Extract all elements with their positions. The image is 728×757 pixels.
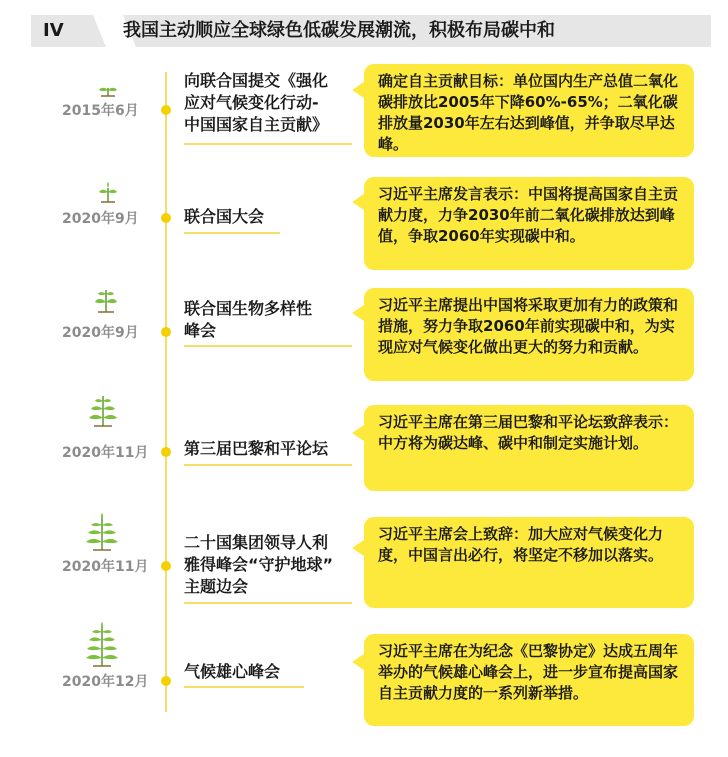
event-date: 2015年6月: [62, 103, 139, 119]
seedling-icon: [92, 284, 120, 314]
growing-plant-icon: [84, 512, 120, 552]
section-header: [31, 15, 711, 47]
event-title: 第三届巴黎和平论坛: [184, 439, 329, 458]
callout-pointer: [352, 305, 364, 321]
sprout-icon: [96, 80, 120, 98]
event-title: 向联合国提交《强化 应对气候变化行动- 中国国家自主贡献》: [184, 71, 329, 134]
event-title: 联合国生物多样性 峰会: [184, 299, 313, 340]
event-description: 习近平主席在为纪念《巴黎协定》达成五周年举办的气候雄心峰会上，进一步宣布提高国家自主贡献力度的一系列新举措。: [364, 634, 694, 726]
timeline-dot: [161, 327, 171, 337]
timeline-dot: [161, 213, 171, 223]
event-description: 习近平主席发言表示：中国将提高国家自主贡献力度，力争2030年前二氧化碳排放达到峰值，争取2060年实现碳中和。: [364, 177, 694, 270]
timeline-dot: [161, 447, 171, 457]
event-date: 2020年12月: [62, 674, 149, 690]
event-description: 确定自主贡献目标：单位国内生产总值二氧化碳排放比2005年下降60%-65%；二氧化碳排放量2030年左右达到峰值，并争取尽早达峰。: [364, 64, 694, 157]
timeline-dot: [161, 561, 171, 571]
event-date: 2020年11月: [62, 445, 149, 461]
timeline-dot: [161, 105, 171, 115]
event-date: 2020年9月: [62, 325, 139, 341]
event-description: 习近平主席提出中国将采取更加有力的政策和措施，努力争取2060年前实现碳中和，为实现应对气候变化做出更大的努力和贡献。: [364, 288, 694, 381]
event-title: 二十国集团领导人利 雅得峰会“守护地球” 主题边会: [184, 533, 334, 596]
event-description: 习近平主席在第三届巴黎和平论坛致辞表示：中方将为碳达峰、碳中和制定实施计划。: [364, 405, 694, 491]
event-underline: [184, 345, 352, 347]
event-underline: [184, 232, 280, 234]
callout-pointer: [352, 425, 364, 441]
callout-pointer: [352, 82, 364, 98]
event-underline: [184, 686, 304, 688]
callout-pointer: [352, 654, 364, 670]
callout-pointer: [352, 540, 364, 556]
tree-icon: [84, 622, 120, 668]
event-underline: [184, 602, 352, 604]
event-underline: [184, 464, 352, 466]
event-underline: [184, 143, 352, 145]
young-plant-icon: [86, 392, 120, 428]
event-title: 联合国大会: [184, 207, 265, 226]
section-number: IV: [31, 15, 93, 47]
sprout-icon: [96, 180, 120, 204]
event-description: 习近平主席会上致辞：加大应对气候变化力度，中国言出必行，将坚定不移加以落实。: [364, 517, 694, 608]
event-title: 气候雄心峰会: [184, 662, 281, 681]
event-date: 2020年11月: [62, 559, 149, 575]
section-title: 我国主动顺应全球绿色低碳发展潮流，积极布局碳中和: [123, 20, 555, 41]
callout-pointer: [352, 194, 364, 210]
timeline-dot: [161, 676, 171, 686]
timeline-line: [165, 72, 167, 712]
event-date: 2020年9月: [62, 211, 139, 227]
